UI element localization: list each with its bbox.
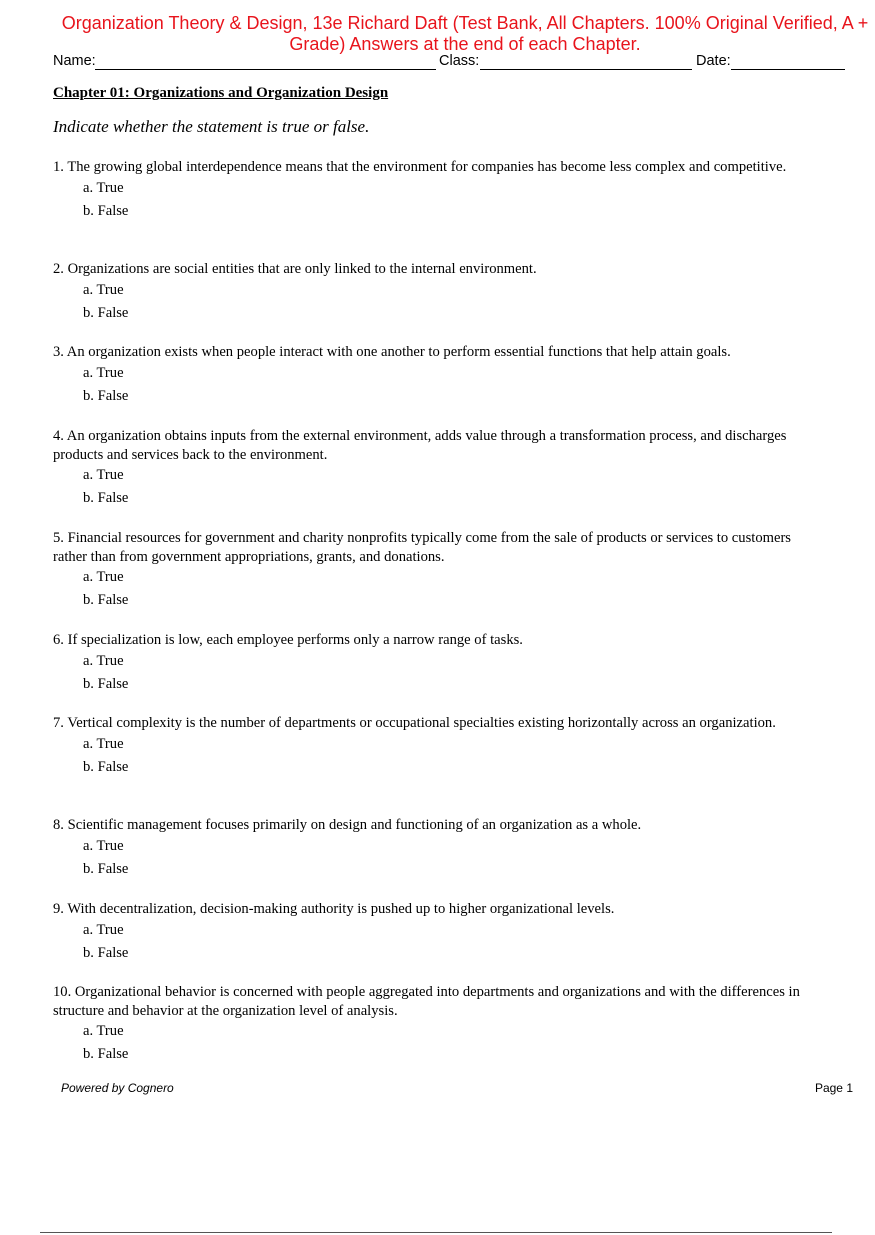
question-7	[53, 714, 813, 776]
option-true: a. True	[83, 1023, 124, 1039]
question-5	[53, 529, 813, 609]
question-text: 6. If specialization is low, each employee performs only a narrow range of tasks.	[53, 632, 523, 648]
name-blank	[95, 69, 436, 70]
page-bottom-rule	[40, 1232, 832, 1233]
name-label: Name:	[53, 53, 96, 69]
question-text: 4. An organization obtains inputs from the external environment, adds value through a transformation process, and discharges products and services back to the environment.	[53, 428, 787, 463]
option-true: a. True	[83, 652, 124, 669]
date-blank	[731, 69, 845, 70]
question-6	[53, 631, 813, 693]
question-text: 3. An organization exists when people interact with one another to perform essential functions that help attain goals.	[53, 344, 731, 360]
option-false: b. False	[83, 675, 129, 692]
option-true: a. True	[83, 467, 124, 483]
option-true: a. True	[83, 281, 124, 298]
option-true: a. True	[83, 921, 124, 938]
class-blank	[480, 69, 692, 70]
question-text: 7. Vertical complexity is the number of departments or occupational specialties existing horizontally across an organization.	[53, 715, 776, 731]
option-true: a. True	[83, 179, 124, 196]
question-text: 1. The growing global interdependence means that the environment for companies has become less complex and competitive.	[53, 159, 787, 175]
page-number: Page 1	[814, 1081, 853, 1095]
date-label: Date:	[696, 53, 731, 69]
chapter-title: Chapter 01: Organizations and Organization Design	[53, 85, 389, 101]
option-true: a. True	[83, 735, 124, 752]
option-false: b. False	[83, 758, 129, 775]
option-true: a. True	[83, 364, 124, 381]
question-9	[53, 900, 813, 962]
question-text: 10. Organizational behavior is concerned with people aggregated into departments and organizations and with the differences in structure and behavior at the organization level of analysis.	[53, 984, 800, 1019]
option-true: a. True	[83, 569, 124, 585]
question-text: 2. Organizations are social entities that are only linked to the internal environment.	[53, 261, 537, 277]
question-text: 5. Financial resources for government and charity nonprofits typically come from the sale of products or services to customers rather than from government appropriations, grants, and donations.	[53, 530, 791, 565]
powered-by: Powered by Cognero	[61, 1081, 174, 1095]
option-false: b. False	[83, 1046, 129, 1062]
instructions: Indicate whether the statement is true or false.	[53, 117, 370, 136]
question-1	[53, 158, 813, 220]
question-8	[53, 816, 813, 878]
class-label: Class:	[439, 53, 480, 69]
question-3	[53, 343, 813, 405]
student-info-line	[53, 53, 848, 73]
question-text: 8. Scientific management focuses primarily on design and functioning of an organization as a whole.	[53, 817, 642, 833]
option-false: b. False	[83, 490, 129, 506]
question-2	[53, 260, 813, 322]
option-false: b. False	[83, 592, 129, 608]
option-false: b. False	[83, 304, 129, 321]
option-false: b. False	[83, 860, 129, 877]
question-4	[53, 427, 813, 507]
option-false: b. False	[83, 202, 129, 219]
question-10	[53, 983, 813, 1063]
question-text: 9. With decentralization, decision-making authority is pushed up to higher organizational levels.	[53, 901, 615, 917]
option-true: a. True	[83, 837, 124, 854]
option-false: b. False	[83, 944, 129, 961]
option-false: b. False	[83, 387, 129, 404]
promo-banner: Organization Theory & Design, 13e Richard Daft (Test Bank, All Chapters. 100% Original Verified, A + Grade) Answers at the end of each Chapter.	[61, 13, 869, 54]
